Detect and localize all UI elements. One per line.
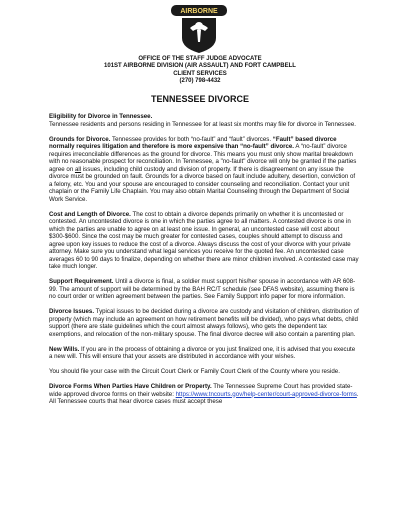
filing-text: You should file your case with the Circuit Court Clerk or Family Court Clerk of the County where you reside. <box>49 368 340 375</box>
eligibility-text: Tennessee residents and persons residing in Tennessee for at least six months may file for divorce in Tennessee. <box>49 120 356 128</box>
grounds-text-underline: all <box>74 165 82 173</box>
emblem-tab-text: AIRBORNE <box>180 8 218 15</box>
forms-link[interactable]: https://www.tncourts.gov/help-center/court-approved-divorce-forms <box>175 390 357 398</box>
forms-text-1: The Tennessee Supreme Court has provided state-wide approved divorce forms on their website: <box>49 383 353 398</box>
division-emblem-icon <box>170 4 228 54</box>
forms-text-2: . All Tennessee courts that hear divorce cases must accept these <box>49 390 359 405</box>
section-support <box>49 278 359 301</box>
support-text: Until a divorce is final, a soldier must support his/her spouse in accordance with AR 608-99. The amount of support will be determined by the BAH RC/T schedule (see DFAS website), assuming there is no court order or written agreement between the parties. See Family Support info paper for more information. <box>49 278 356 300</box>
section-wills <box>49 346 359 361</box>
section-issues <box>49 308 359 338</box>
header-office: OFFICE OF THE STAFF JUDGE ADVOCATE <box>138 56 262 62</box>
header-division: 101ST AIRBORNE DIVISION (AIR ASSAULT) AND FORT CAMPBELL <box>104 63 296 70</box>
section-grounds <box>49 136 359 204</box>
section-filing <box>49 368 359 376</box>
page-title: TENNESSEE DIVORCE <box>150 94 250 104</box>
document-body <box>49 113 359 413</box>
eligibility-heading: Eligibility for Divorce in Tennessee. <box>49 113 153 120</box>
issues-heading: Divorce Issues. <box>49 308 95 315</box>
issues-text: Typical issues to be decided during a divorce are custody and visitation of children, distribution of property (which may include an agreement on how retirement benefits will be divided), who pays what debts, child support (there are state guidelines which the court almost always follows), who gets the dependent tax exemptions, and relocation of the non-military spouse. The final divorce decree will also contain a parenting plan. <box>49 308 359 338</box>
cost-heading: Cost and Length of Divorce. <box>49 210 131 218</box>
header-phone: (270) 798-4432 <box>179 77 221 84</box>
office-header <box>0 56 400 85</box>
grounds-heading: Grounds for Divorce. <box>49 135 111 143</box>
forms-heading: Divorce Forms When Parties Have Children or Property. <box>49 383 212 390</box>
section-cost <box>49 211 359 271</box>
grounds-text-3: A “no-fault” divorce requires irreconcilable differences as the ground for divorce. This means you must only show marital breakdown with no reasonable prospect for reconciliation. In Tennessee, a "no-fault" divorce will only be granted if the parties agree on <box>49 143 357 173</box>
wills-text: If you are in the process of obtaining a divorce or you just finalized one, it is advised that you execute a new will. This will ensure that your assets are distributed in accordance with your wishes. <box>49 345 356 360</box>
grounds-text-5: issues, including child custody and division of property. If there is disagreement on any issue the divorce must be grounded on fault. Grounds for a divorce based on fault include adultery, desertion, conviction of a felony, etc. You and your spouse are encouraged to consider counseling and reconciliation. Contact your unit chaplain or the Family Life Chaplain. You may also obtain Marital Counseling through the Department of Social Work Service. <box>49 165 356 203</box>
section-eligibility <box>49 113 359 128</box>
grounds-text-bold: “Fault” based divorce normally requires litigation and therefore is more expensive than “no-fault” divorce. <box>49 135 337 150</box>
header-client-services: CLIENT SERVICES <box>173 70 227 77</box>
cost-text: The cost to obtain a divorce depends primarily on whether it is uncontested or contested. An uncontested divorce is one in which the parties agree to all matters. A contested divorce is one in which the parties are unable to agree on at least one issue. In general, an uncontested case will cost about $300-$600. Since the cost may be much greater for contested cases, couples should attempt to discuss and agree upon key issues to reduce the cost of a divorce. Always discuss the cost of your divorce with your private attorney. Make sure you understand what legal services you receive for the quoted fee. An uncontested case averages 60 to 90 days to finalize, depending on whether there are minor children involved. A contested case may take much longer. <box>49 210 359 270</box>
grounds-text-1: Tennessee provides for both “no-fault” and “fault” divorces. <box>110 135 273 143</box>
support-heading: Support Requirement. <box>49 278 114 285</box>
section-forms <box>49 383 359 406</box>
wills-heading: New Wills. <box>49 345 80 353</box>
